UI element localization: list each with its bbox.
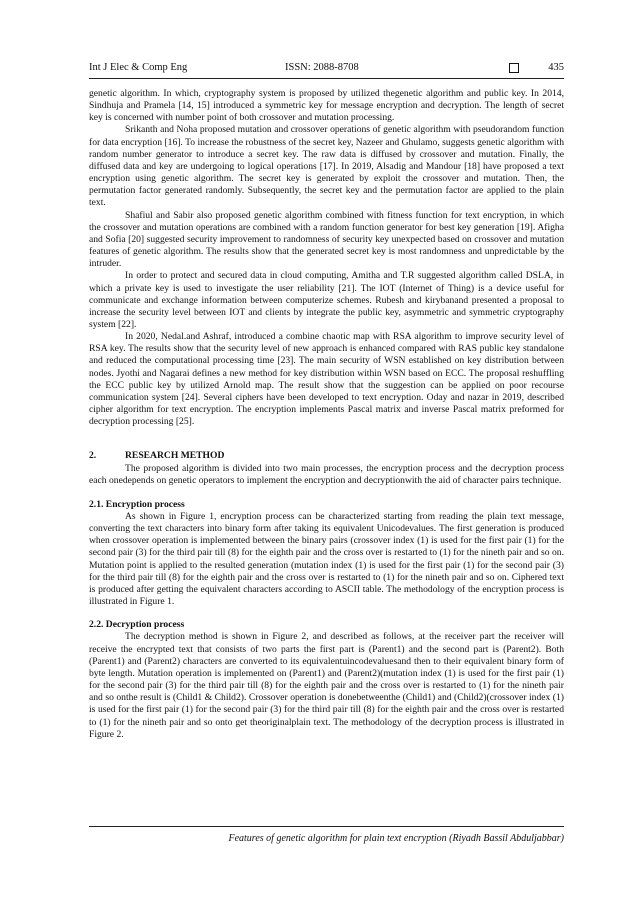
- intro-paragraph-4: In order to protect and secured data in cloud computing, Amitha and T.R suggested algorithm called DSLA, in which a private key is used to investigate the user reliability [21]. The IOT (Internet of Thing) is a device useful for communicate and exchange information between computerize schemes. Rubesh and kirybanand presented a proposal to increase the security level between IOT and clients by integrate the public key, asymmetric and symmetric cryptography system [22].: [89, 270, 564, 330]
- header-rule: [89, 78, 564, 79]
- section-2-1-heading: 2.1. Encryption process: [89, 498, 185, 510]
- issn: ISSN: 2088-8708: [285, 62, 359, 73]
- intro-paragraph-3: Shafiul and Sabir also proposed genetic algorithm combined with fitness function for text encryption, in which the crossover and mutation operations are combined with a random function generator for best key generation [19]. Afigha and Sofia [20] suggested security improvement to randomness of security key unexpected based on crossover and mutation features of genetic algorithm. The results show that the generated secret key is most randomness and unpredictable by the intruder.: [89, 209, 564, 270]
- running-header: [89, 60, 564, 76]
- intro-paragraph-5: In 2020, Nedal.and Ashraf, introduced a combine chaotic map with RSA algorithm to improve security level of RSA key. The results show that the security level of new approach is enhanced compared with RAS public key standalone and reduced the computational processing time [23]. The main security of WSN established on key distribution between nodes. Jyothi and Nagarai defines a new method for key distribution within WSN based on ECC. The proposal reshuffling the ECC public key by utilized Arnold map. The result show that the suggestion can be applied on poor recourse communication system [24]. Several ciphers have been developed to text encryption. Oday and nazar in 2019, described cipher algorithm for text encryption. The encryption implements Pascal matrix and inverse Pascal matrix preformed for decryption processing [25].: [89, 331, 564, 428]
- section-2-paragraph: The proposed algorithm is divided into two main processes, the encryption process and the decryption process each onedepends on genetic operators to implement the encryption and decryptionwith the aid of character pairs technique.: [89, 462, 564, 486]
- section-2-heading: [89, 450, 564, 462]
- section-2-1-paragraph: As shown in Figure 1, encryption process can be characterized starting from reading the plain text message, converting the text characters into binary form after taking its equivalent Unicodevalues. The first generation is produced when crossover operation is implemented between the binary pairs (crossover index (1) is used for the first pair (1) for the second pair (3) for the third pair till (8) for the eighth pair and the cross over is restarted to (1) for the nineth pair and so on. Mutation point is applied to the resulted generation (mutation index (1) is used for the first pair (1) for the second pair (3) for the third pair till (8) for the eighth pair and the cross over is restarted to (1) for the nineth pair and so on. Ciphered text is produced after getting the equivalent characters according to ASCII table. The methodology of the encryption process is illustrated in Figure 1.: [89, 511, 564, 608]
- section-2-number: 2.: [89, 450, 97, 462]
- section-2-2-paragraph: The decryption method is shown in Figure 2, and described as follows, at the receiver part the receiver will receive the encrypted text that consists of two parts the first part is (Parent1) and the second part is (Parent2). Both (Parent1) and (Parent2) characters are converted to its equivalentuincodevaluesand then to their equivalent binary form of byte length. Mutation operation is implemented on (Parent1) and (Parent2)(mutation index (1) is used for the first pair (1) for the second pair (3) for the third pair till (8) for the eighth pair and the cross over is restarted to (1) for the nineth pair and so onthe result is (Child1 & Child2). Crossover operation is donebetweenthe (Child1) and (Child2)(crossover index (1) is used for the first pair (1) for the second pair (3) for the third pair till (8) for the eighth pair and the cross over is restarted to (1) for the nineth pair and so onto get theoriginalplain text. The methodology of the decryption process is illustrated in Figure 2.: [89, 631, 564, 740]
- checkbox-glyph-icon: [509, 63, 519, 73]
- section-2-2-heading: 2.2. Decryption process: [89, 619, 185, 631]
- page-number: 435: [548, 62, 564, 73]
- journal-name: Int J Elec & Comp Eng: [89, 62, 188, 73]
- intro-paragraph-2: Srikanth and Noha proposed mutation and crossover operations of genetic algorithm with pseudorandom function for data encryption [16]. To increase the robustness of the secret key, Nazeer and Ghulamo, suggests genetic algorithm with random number generator to introduce a secret key. The raw data is diffused by crossover and mutation. Finally, the diffused data and key are undergoing to logical operations [17]. In 2019, Alsadig and Mandour [18] have proposed a text encryption using genetic algorithm. The secret key is generated by exploit the crossover and mutation. Then, the permutation factor generated randomly. Subsequently, the secret key and the permutation factor are applied to the plain text.: [89, 124, 564, 209]
- footer-rule: [89, 826, 564, 827]
- running-footer: Features of genetic algorithm for plain text encryption (Riyadh Bassil Abduljabbar): [228, 833, 564, 844]
- section-2-title: RESEARCH METHOD: [125, 450, 225, 462]
- intro-paragraph-1: genetic algorithm. In which, cryptography system is proposed by utilized thegenetic algorithm and public key. In 2014, Sindhuja and Pramela [14, 15] introduced a symmetric key for message encryption and decryption. The length of secret key is concerned with number point of both crossover and mutation processing.: [89, 88, 564, 124]
- body-text: [89, 88, 564, 741]
